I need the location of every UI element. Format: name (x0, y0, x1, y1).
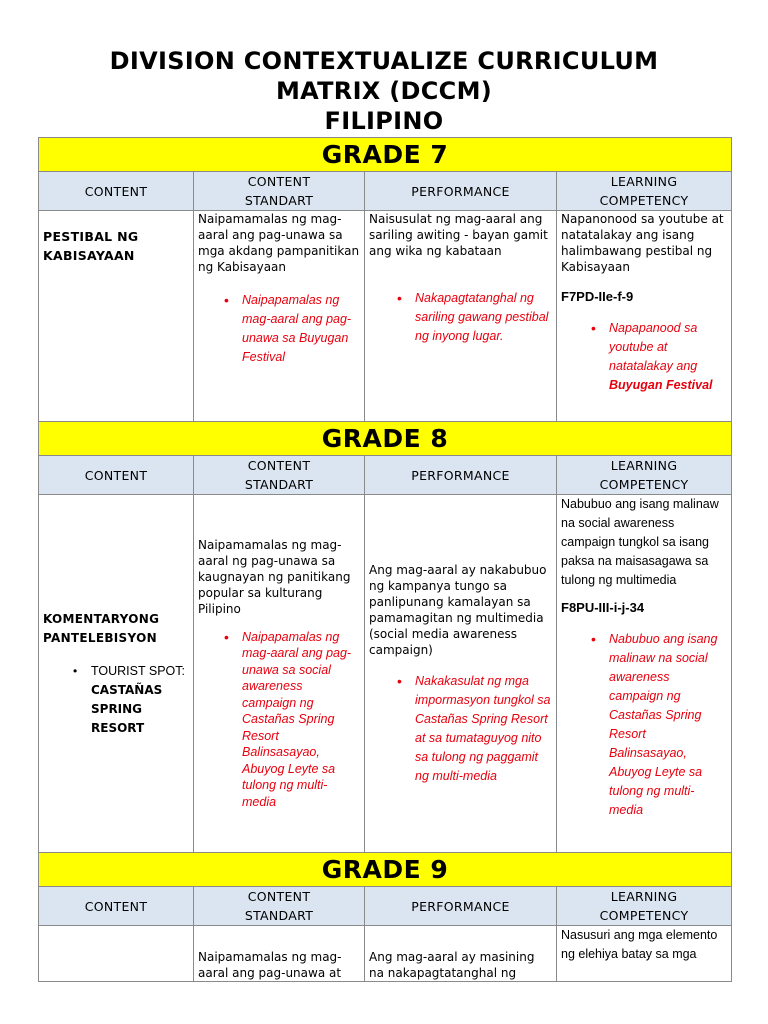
grade-8-performance-list (397, 672, 552, 786)
grade-8-content-cell (39, 495, 194, 853)
header-learning-line1: LEARNING (610, 889, 678, 904)
header-content-standard-line2: STANDART (244, 193, 314, 208)
grade-7-competency: Napanonood sa youtube at natatalakay ang isang halimbawang pestibal ng Kabisayaan (561, 212, 724, 274)
grade-8-content-list (73, 662, 189, 738)
header-learning-competency (557, 887, 732, 926)
header-row (39, 456, 732, 495)
grade-9-standard-cell (194, 926, 365, 982)
header-row (39, 887, 732, 926)
list-item (224, 628, 360, 811)
grade-7-competency-cell (557, 211, 732, 422)
bullet-icon: • (591, 631, 596, 647)
grade-9-competency: Nasusuri ang mga elemento ng elehiya batay sa mga (561, 928, 718, 961)
header-content: CONTENT (39, 887, 194, 926)
list-item (591, 319, 727, 395)
grade-7-standard-list (224, 291, 360, 367)
grade-7-banner: GRADE 7 (39, 138, 732, 172)
list-item (397, 672, 552, 786)
grade-8-row (39, 495, 732, 853)
grade-9-banner-row (39, 853, 732, 887)
header-performance: PERFORMANCE (365, 172, 557, 211)
grade-8-banner-row (39, 422, 732, 456)
grade-7-row (39, 211, 732, 422)
grade-8-performance-bullet: Nakakasulat ng mga impormasyon tungkol sa Castañas Spring Resort at sa tumataguyog nito sa tulong ng paggamit ng multi-media (415, 673, 551, 783)
grade-7-performance-bullet: Nakapagtatanghal ng sariling gawang pestibal ng inyong lugar. (415, 291, 549, 343)
header-learning-competency (557, 456, 732, 495)
header-learning-line2: COMPETENCY (599, 193, 689, 208)
grade-7-standard-bullet: Naipapamalas ng mag-aaral ang pag-unawa sa Buyugan Festival (242, 293, 352, 364)
bullet-icon: • (224, 628, 229, 645)
header-content-standard-line1: CONTENT (247, 458, 311, 473)
grade-7-code: F7PD-IIe-f-9 (561, 289, 634, 304)
grade-9-content-cell (39, 926, 194, 982)
grade-9-standard: Naipamamalas ng mag-aaral ang pag-unawa at (198, 950, 342, 980)
header-content-standard (194, 456, 365, 495)
grade-7-banner-row (39, 138, 732, 172)
bullet-icon: • (73, 663, 78, 678)
header-learning-line1: LEARNING (610, 458, 678, 473)
grade-8-content: KOMENTARYONG PANTELEBISYON (43, 611, 160, 645)
grade-8-standard-cell (194, 495, 365, 853)
grade-7-competency-bullet-bold: Buyugan Festival (609, 378, 713, 392)
header-content: CONTENT (39, 456, 194, 495)
grade-9-competency-cell (557, 926, 732, 982)
curriculum-matrix-table (38, 137, 732, 982)
header-learning-line2: COMPETENCY (599, 477, 689, 492)
list-item (591, 630, 727, 820)
title-line-2: MATRIX (DCCM) (275, 77, 493, 105)
grade-9-performance-cell (365, 926, 557, 982)
header-performance: PERFORMANCE (365, 887, 557, 926)
grade-7-competency-list (591, 319, 727, 395)
grade-7-performance: Naisusulat ng mag-aaral ang sariling awiting - bayan gamit ang wika ng kabataan (369, 212, 548, 258)
grade-8-standard: Naipamamalas ng mag-aaral ng pag-unawa sa kaugnayan ng panitikang popular sa kulturang Pilipino (198, 537, 351, 616)
grade-8-competency-list (591, 630, 727, 820)
header-content-standard-line2: STANDART (244, 908, 314, 923)
title-line-3: FILIPINO (324, 107, 444, 135)
list-item (224, 291, 360, 367)
document-title (0, 46, 768, 136)
grade-8-content-bullet-bold: CASTAÑAS SPRING RESORT (91, 682, 163, 735)
header-content: CONTENT (39, 172, 194, 211)
grade-8-standard-bullet: Naipapamalas ng mag-aaral ang pag-unawa sa social awareness campaign ng Castañas Spring Resort Balinsasayao, Abuyog Leyte sa tulong ng multi-media (242, 629, 352, 809)
bullet-icon: • (591, 320, 596, 336)
list-item (73, 662, 189, 738)
grade-7-content: PESTIBAL NG KABISAYAAN (43, 229, 139, 263)
grade-7-performance-list (397, 289, 552, 346)
header-row (39, 172, 732, 211)
header-performance: PERFORMANCE (365, 456, 557, 495)
grade-8-competency-cell (557, 495, 732, 853)
bullet-icon: • (397, 672, 402, 689)
grade-8-code: F8PU-III-i-j-34 (561, 600, 645, 615)
bullet-icon: • (397, 290, 402, 306)
grade-7-standard: Naipamamalas ng mag-aaral ang pag-unawa sa mga akdang pampanitikan ng Kabisayaan (198, 212, 360, 274)
header-content-standard-line1: CONTENT (247, 889, 311, 904)
grade-7-competency-bullet: Napapanood sa youtube at natatalakay ang (609, 321, 698, 373)
grade-8-competency: Nabubuo ang isang malinaw na social awareness campaign tungkol sa isang paksa na maisasagawa sa tulong ng multimedia (561, 497, 719, 587)
grade-7-content-cell (39, 211, 194, 422)
header-content-standard (194, 172, 365, 211)
header-learning-competency (557, 172, 732, 211)
header-learning-line2: COMPETENCY (599, 908, 689, 923)
grade-9-row (39, 926, 732, 982)
grade-8-performance-cell (365, 495, 557, 853)
header-content-standard-line2: STANDART (244, 477, 314, 492)
title-line-1: DIVISION CONTEXTUALIZE CURRICULUM (109, 47, 659, 75)
list-item (397, 289, 552, 346)
grade-8-standard-list (224, 628, 360, 811)
header-content-standard-line1: CONTENT (247, 174, 311, 189)
grade-8-competency-bullet: Nabubuo ang isang malinaw na social awareness campaign ng Castañas Spring Resort Balinsasayao, Abuyog Leyte sa tulong ng multi-media (609, 632, 718, 817)
grade-8-content-bullet: TOURIST SPOT: (91, 663, 186, 678)
grade-7-standard-cell (194, 211, 365, 422)
grade-8-performance: Ang mag-aaral ay nakabubuo ng kampanya tungo sa panlipunang kamalayan sa pamamagitan ng multimedia (social media awareness campaign) (369, 562, 547, 657)
grade-9-banner: GRADE 9 (39, 853, 732, 887)
grade-8-banner: GRADE 8 (39, 422, 732, 456)
header-content-standard (194, 887, 365, 926)
header-learning-line1: LEARNING (610, 174, 678, 189)
grade-9-performance: Ang mag-aaral ay masining na nakapagtatanghal ng (369, 950, 535, 980)
bullet-icon: • (224, 292, 229, 308)
grade-7-performance-cell (365, 211, 557, 422)
